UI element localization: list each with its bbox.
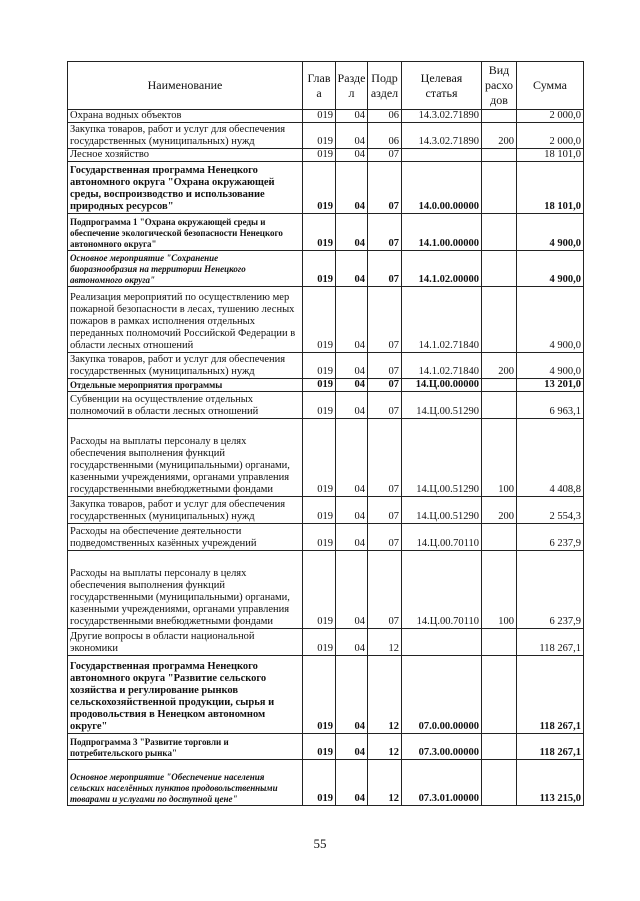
- row-summa: 18 101,0: [517, 149, 584, 162]
- row-razdel: 04: [336, 551, 368, 629]
- row-podrazdel: 12: [368, 734, 402, 760]
- row-statya: 14.1.02.00000: [402, 251, 482, 287]
- row-razdel: 04: [336, 123, 368, 149]
- row-summa: 4 900,0: [517, 353, 584, 379]
- row-podrazdel: 07: [368, 419, 402, 497]
- row-summa: 118 267,1: [517, 656, 584, 734]
- row-glava: 019: [303, 419, 336, 497]
- row-name: Реализация мероприятий по осуществлению мер пожарной безопасности в лесах, тушению лесных пожаров в рамках исполнения отдельных переданных полномочий Российской Федерации в области лесных отношений: [68, 287, 303, 353]
- header-statya: Целевая статья: [402, 62, 482, 110]
- row-razdel: 04: [336, 287, 368, 353]
- row-name: Подпрограмма 3 "Развитие торговли и потребительского рынка": [68, 734, 303, 760]
- row-podrazdel: 07: [368, 149, 402, 162]
- row-name: Расходы на выплаты персоналу в целях обеспечения выполнения функций государственными (муниципальными) органами, казенными учреждениями, органами управления государственными внебюджетными фондами: [68, 551, 303, 629]
- row-glava: 019: [303, 353, 336, 379]
- row-podrazdel: 12: [368, 760, 402, 806]
- row-statya: 07.0.00.00000: [402, 656, 482, 734]
- row-summa: 118 267,1: [517, 629, 584, 656]
- row-razdel: 04: [336, 524, 368, 551]
- row-summa: 6 963,1: [517, 392, 584, 419]
- row-razdel: 04: [336, 149, 368, 162]
- row-vid: 200: [482, 123, 517, 149]
- row-podrazdel: 12: [368, 656, 402, 734]
- row-name: Отдельные мероприятия программы: [68, 379, 303, 392]
- row-vid: [482, 287, 517, 353]
- row-statya: 14.1.00.00000: [402, 214, 482, 251]
- table-body: [68, 110, 584, 806]
- row-glava: 019: [303, 251, 336, 287]
- row-glava: 019: [303, 110, 336, 123]
- row-podrazdel: 07: [368, 551, 402, 629]
- row-summa: 18 101,0: [517, 162, 584, 214]
- row-name: Охрана водных объектов: [68, 110, 303, 123]
- row-name: Расходы на выплаты персоналу в целях обеспечения выполнения функций государственными (муниципальными) органами, казенными учреждениями, органами управления государственными внебюджетными фондами: [68, 419, 303, 497]
- row-razdel: 04: [336, 760, 368, 806]
- row-vid: [482, 110, 517, 123]
- row-summa: 6 237,9: [517, 551, 584, 629]
- table-row: [68, 287, 584, 353]
- page-number: 55: [313, 836, 327, 851]
- table-row: [68, 214, 584, 251]
- row-name: Закупка товаров, работ и услуг для обеспечения государственных (муниципальных) нужд: [68, 353, 303, 379]
- row-name: Закупка товаров, работ и услуг для обеспечения государственных (муниципальных) нужд: [68, 497, 303, 524]
- header-summa: Сумма: [517, 62, 584, 110]
- row-vid: [482, 656, 517, 734]
- table-row: [68, 419, 584, 497]
- row-glava: 019: [303, 214, 336, 251]
- row-name: Подпрограмма 1 "Охрана окружающей среды и обеспечение экологической безопасности Ненецкого автономного округа": [68, 214, 303, 251]
- row-summa: 113 215,0: [517, 760, 584, 806]
- row-podrazdel: 07: [368, 162, 402, 214]
- row-summa: 2 554,3: [517, 497, 584, 524]
- row-name: Основное мероприятие "Обеспечение населения сельских населённых пунктов продовольственными товарами и услугами по доступной цене": [68, 760, 303, 806]
- row-razdel: 04: [336, 392, 368, 419]
- row-razdel: 04: [336, 497, 368, 524]
- row-name: Лесное хозяйство: [68, 149, 303, 162]
- row-statya: 14.Ц.00.70110: [402, 551, 482, 629]
- table-row: [68, 629, 584, 656]
- row-statya: 14.3.02.71890: [402, 123, 482, 149]
- row-name: Государственная программа Ненецкого автономного округа "Развитие сельского хозяйства и регулирование рынков сельскохозяйственной продукции, сырья и продовольствия в Ненецком автономном округе": [68, 656, 303, 734]
- row-summa: 2 000,0: [517, 123, 584, 149]
- row-glava: 019: [303, 551, 336, 629]
- row-glava: 019: [303, 734, 336, 760]
- row-summa: 4 900,0: [517, 214, 584, 251]
- row-vid: [482, 214, 517, 251]
- row-glava: 019: [303, 497, 336, 524]
- row-podrazdel: 07: [368, 251, 402, 287]
- table-row: [68, 760, 584, 806]
- row-vid: 100: [482, 419, 517, 497]
- row-statya: 14.1.02.71840: [402, 287, 482, 353]
- header-podrazdel: Подр аздел: [368, 62, 402, 110]
- table-row: [68, 551, 584, 629]
- row-vid: 200: [482, 497, 517, 524]
- row-statya: [402, 629, 482, 656]
- header-vid: Вид расхо дов: [482, 62, 517, 110]
- row-statya: 14.1.02.71840: [402, 353, 482, 379]
- header-razdel: Разде л: [336, 62, 368, 110]
- row-razdel: 04: [336, 251, 368, 287]
- row-statya: 07.3.01.00000: [402, 760, 482, 806]
- row-vid: [482, 524, 517, 551]
- table-row: [68, 162, 584, 214]
- row-podrazdel: 12: [368, 629, 402, 656]
- row-statya: 14.Ц.00.51290: [402, 419, 482, 497]
- row-glava: 019: [303, 149, 336, 162]
- row-podrazdel: 07: [368, 287, 402, 353]
- row-glava: 019: [303, 524, 336, 551]
- row-glava: 019: [303, 287, 336, 353]
- row-statya: [402, 149, 482, 162]
- row-summa: 118 267,1: [517, 734, 584, 760]
- table-row: [68, 353, 584, 379]
- row-statya: 14.Ц.00.70110: [402, 524, 482, 551]
- row-podrazdel: 07: [368, 392, 402, 419]
- row-vid: [482, 162, 517, 214]
- row-statya: 07.3.00.00000: [402, 734, 482, 760]
- row-summa: 6 237,9: [517, 524, 584, 551]
- row-razdel: 04: [336, 734, 368, 760]
- row-statya: 14.Ц.00.51290: [402, 392, 482, 419]
- table-row: [68, 392, 584, 419]
- row-podrazdel: 06: [368, 123, 402, 149]
- row-podrazdel: 07: [368, 497, 402, 524]
- row-vid: [482, 379, 517, 392]
- row-podrazdel: 07: [368, 353, 402, 379]
- row-summa: 13 201,0: [517, 379, 584, 392]
- table-row: [68, 734, 584, 760]
- row-name: Субвенции на осуществление отдельных полномочий в области лесных отношений: [68, 392, 303, 419]
- row-podrazdel: 06: [368, 110, 402, 123]
- row-podrazdel: 07: [368, 524, 402, 551]
- row-vid: [482, 760, 517, 806]
- table-row: [68, 497, 584, 524]
- row-name: Государственная программа Ненецкого автономного округа "Охрана окружающей среды, воспроизводство и использование природных ресурсов": [68, 162, 303, 214]
- row-vid: [482, 149, 517, 162]
- row-statya: 14.3.02.71890: [402, 110, 482, 123]
- table-row: [68, 251, 584, 287]
- row-glava: 019: [303, 162, 336, 214]
- row-vid: 200: [482, 353, 517, 379]
- row-name: Расходы на обеспечение деятельности подведомственных казённых учреждений: [68, 524, 303, 551]
- row-vid: [482, 734, 517, 760]
- row-glava: 019: [303, 760, 336, 806]
- row-statya: 14.0.00.00000: [402, 162, 482, 214]
- row-glava: 019: [303, 629, 336, 656]
- table-row: [68, 379, 584, 392]
- row-razdel: 04: [336, 162, 368, 214]
- row-razdel: 04: [336, 214, 368, 251]
- row-name: Другие вопросы в области национальной экономики: [68, 629, 303, 656]
- row-glava: 019: [303, 123, 336, 149]
- table-row: [68, 110, 584, 123]
- row-vid: [482, 251, 517, 287]
- row-glava: 019: [303, 392, 336, 419]
- row-podrazdel: 07: [368, 214, 402, 251]
- row-razdel: 04: [336, 110, 368, 123]
- row-name: Закупка товаров, работ и услуг для обеспечения государственных (муниципальных) нужд: [68, 123, 303, 149]
- table-row: [68, 656, 584, 734]
- row-summa: 4 408,8: [517, 419, 584, 497]
- table-header-row: [68, 62, 584, 110]
- row-razdel: 04: [336, 419, 368, 497]
- row-razdel: 04: [336, 656, 368, 734]
- row-summa: 4 900,0: [517, 287, 584, 353]
- row-podrazdel: 07: [368, 379, 402, 392]
- header-glava: Глав а: [303, 62, 336, 110]
- budget-table: [67, 61, 584, 806]
- row-razdel: 04: [336, 379, 368, 392]
- row-razdel: 04: [336, 629, 368, 656]
- row-vid: 100: [482, 551, 517, 629]
- table-row: [68, 524, 584, 551]
- header-name: Наименование: [68, 62, 303, 110]
- row-vid: [482, 629, 517, 656]
- table-row: [68, 123, 584, 149]
- row-name: Основное мероприятие "Сохранение биоразнообразия на территории Ненецкого автономного округа": [68, 251, 303, 287]
- row-glava: 019: [303, 379, 336, 392]
- row-glava: 019: [303, 656, 336, 734]
- row-statya: 14.Ц.00.51290: [402, 497, 482, 524]
- row-summa: 4 900,0: [517, 251, 584, 287]
- row-summa: 2 000,0: [517, 110, 584, 123]
- table-row: [68, 149, 584, 162]
- row-razdel: 04: [336, 353, 368, 379]
- row-statya: 14.Ц.00.00000: [402, 379, 482, 392]
- row-vid: [482, 392, 517, 419]
